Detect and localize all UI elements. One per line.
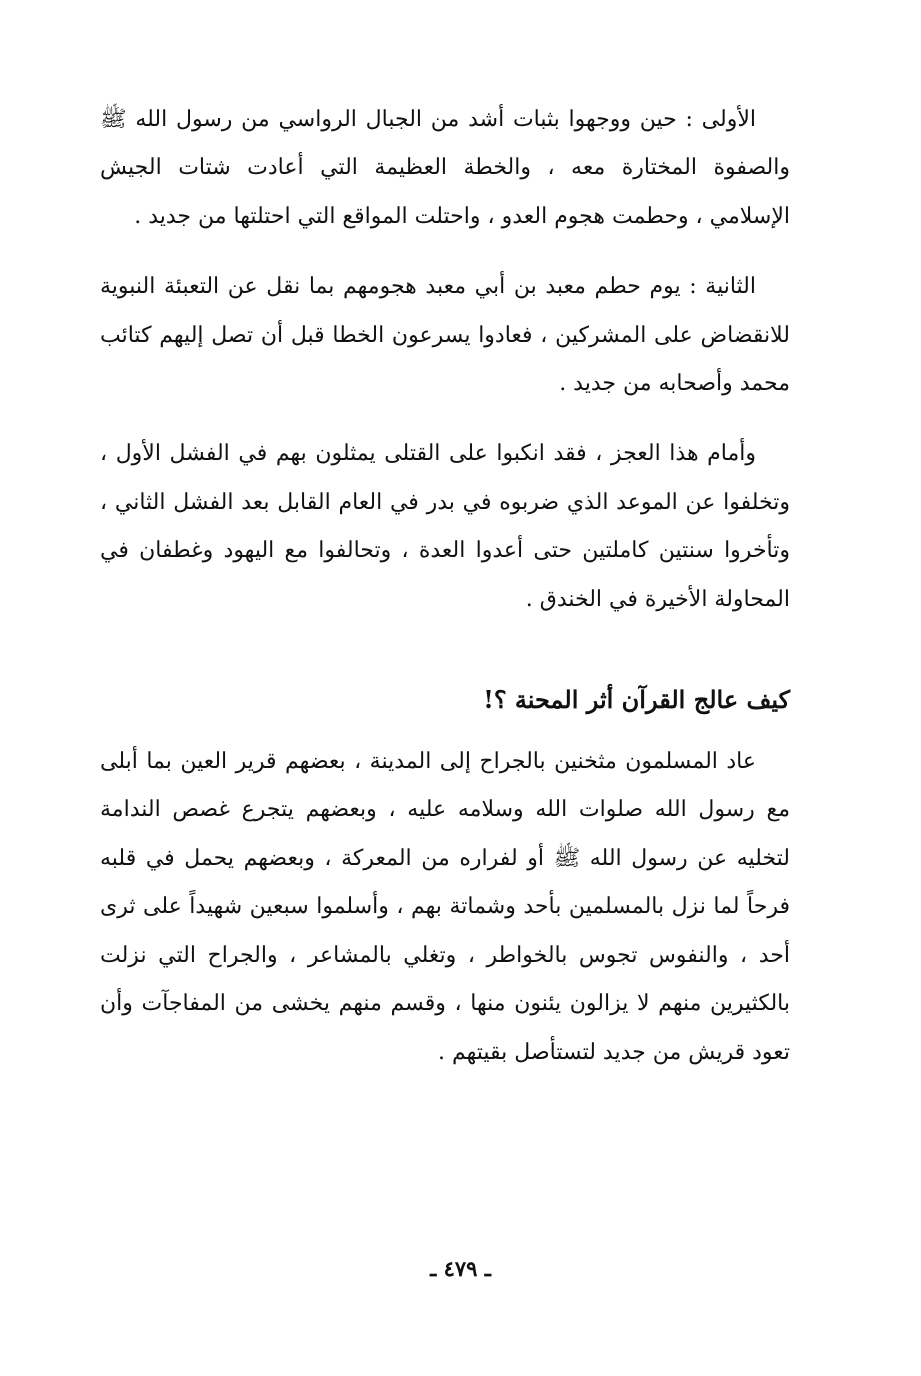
paragraph-second-reason: الثانية : يوم حطم معبد بن أبي معبد هجومهم بما نقل عن التعبئة النبوية للانقضاض على المشركين ، فعادوا يسرعون الخطا قبل أن تصل إليهم كتائب محمد وأصحابه من جديد .: [100, 274, 790, 397]
section-one: [100, 96, 790, 624]
page-number: ـ ٤٧٩ ـ: [430, 1256, 491, 1281]
section-two: [100, 738, 790, 1077]
paragraph-return-to-medina: عاد المسلمون مثخنين بالجراح إلى المدينة ، بعضهم قرير العين بما أبلى مع رسول الله صلوات الله وسلامه عليه ، وبعضهم يتجرع غصص الندامة لتخليه عن رسول الله ﷺ أو لفراره من المعركة ، وبعضهم يحمل في قلبه فرحاً لما نزل بالمسلمين بأحد وشماتة بهم ، وأسلموا سبعين شهيداً على ثرى أحد ، والنفوس تجوس بالخواطر ، وتغلي بالمشاعر ، والجراح التي نزلت بالكثيرين منهم لا يزالون يئنون منها ، وقسم منهم يخشى من المفاجآت وأن تعود قريش من جديد لتستأصل بقيتهم .: [100, 749, 790, 1065]
section-heading: كيف عالج القرآن أثر المحنة ؟!: [483, 685, 790, 715]
paragraph-failure-consequences: وأمام هذا العجز ، فقد انكبوا على القتلى يمثلون بهم في الفشل الأول ، وتخلفوا عن الموعد الذي ضربوه في بدر في العام القابل بعد الفشل الثاني ، وتأخروا سنتين كاملتين حتى أعدوا العدة ، وتحالفوا مع اليهود وغطفان في المحاولة الأخيرة في الخندق .: [100, 441, 790, 612]
paragraph-first-reason: الأولى : حين ووجهوا بثبات أشد من الجبال الرواسي من رسول الله ﷺ والصفوة المختارة معه ، والخطة العظيمة التي أعادت شتات الجيش الإسلامي ، وحطمت هجوم العدو ، واحتلت المواقع التي احتلتها من جديد .: [100, 107, 790, 229]
page-body: [100, 96, 790, 1077]
